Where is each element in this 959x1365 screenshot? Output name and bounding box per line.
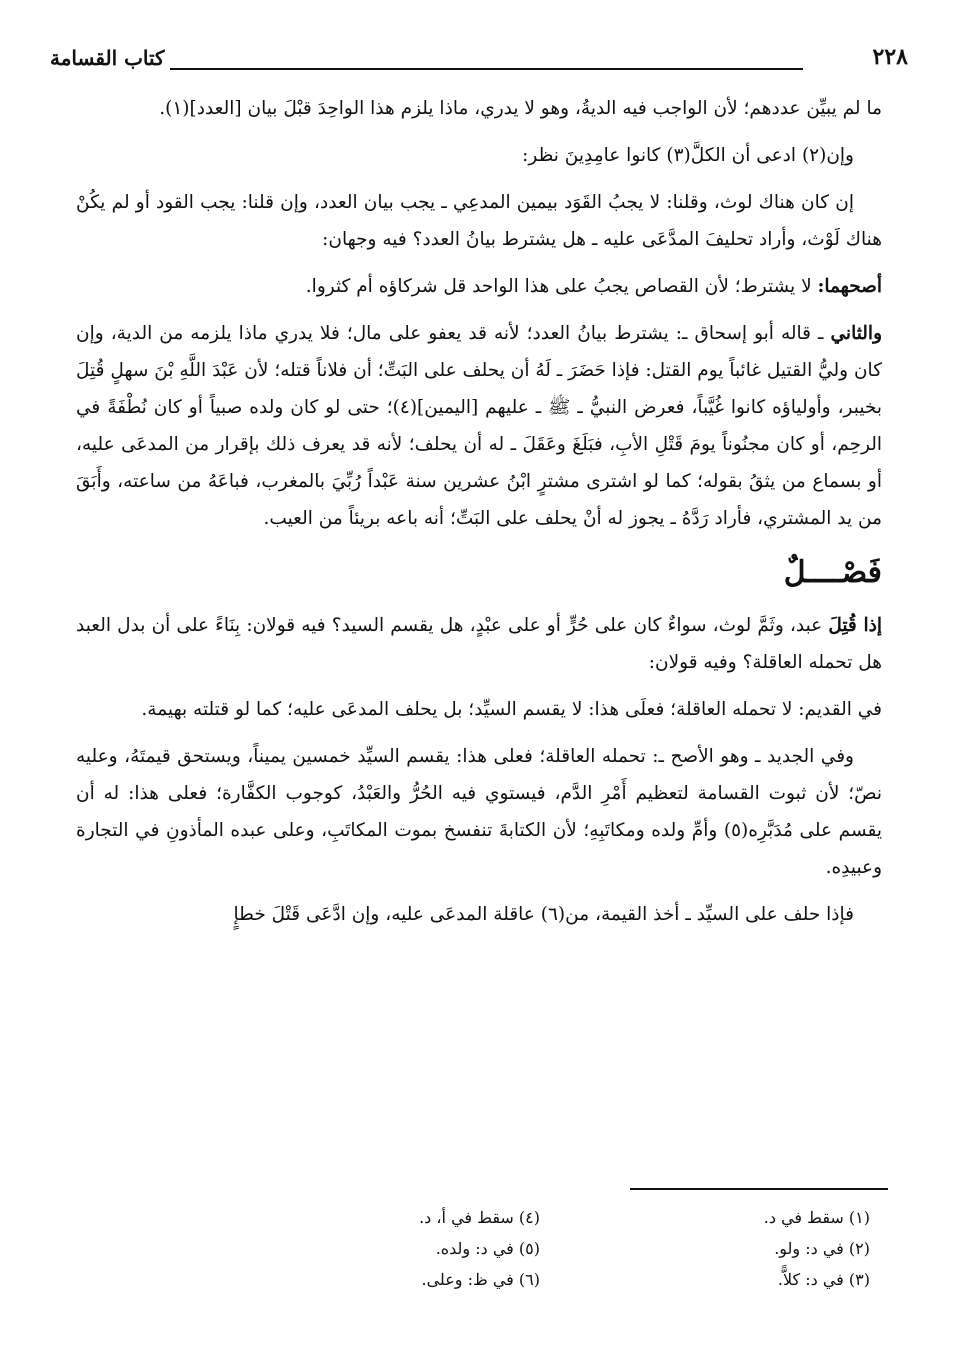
paragraph (76, 738, 882, 886)
footnotes-column-right (610, 1202, 870, 1295)
paragraph-lead: إذا قُتِلَ (828, 615, 882, 636)
paragraph (76, 90, 882, 127)
paragraph-text: عبد، وثَمَّ لوث، سواءٌ كان على حُرٍّ أو على عبْدٍ، هل يقسم السيد؟ فيه قولان: بِنَاءً على أن بدل العبد هل تحمله العاقلة؟ وفيه قولان: (76, 615, 882, 673)
paragraph (76, 184, 882, 258)
page-number: ٢٢٨ (872, 44, 908, 70)
footnotes-column-left (280, 1202, 540, 1295)
footnote: (١) سقط في د. (763, 1208, 870, 1227)
footnote: (٦) في ظ: وعلى. (421, 1270, 540, 1289)
main-text (76, 90, 882, 943)
paragraph-text: فإذا حلف على السيِّد ـ أخذ القيمة، من(٦) عاقلة المدعَى عليه، وإن ادَّعَى قَتْلَ خطإٍ (233, 904, 854, 925)
paragraph (76, 315, 882, 537)
paragraph-text: ـ قاله أبو إسحاق ـ: يشترط بيانُ العدد؛ لأنه قد يعفو على مال؛ فلا يدري ماذا يلزمه من الدية، وإن كان وليُّ القتيل غائباً يوم القتل: فإذا حَضَرَ ـ لَهُ أن يحلف على البَتِّ؛ أن فلاناً قتله؛ لأن عَبْدَ اللَّهِ بْنَ سهلٍ قُتِلَ بخيبر، وأولياؤه كانوا غُيَّباً، فعرض النبيُّ ـ ﷺ ـ عليهم [اليمين](٤)؛ حتى لو كان ولده صبياً أو كان نُطْفَةً في الرحِم، أو كان مجنُوناً يومَ قَتْلِ الأبِ، فبَلَغَ وعَقَلَ ـ له أن يحلف؛ لأنه قد يعرف ذلك بإقرار من المدعَى عليه، أو بسماع من يثقُ بقوله؛ كما لو اشترى مشترٍ ابْنُ عشرين سنة عَبْداً رُبِّيَ بالمغرب، فباعَهُ من ساعته، وأَبَقَ من يد المشتري، فأراد رَدَّهُ ـ يجوز له أنْ يحلف على البَتِّ؛ أنه باعه بريئاً من العيب. (76, 323, 882, 529)
paragraph-text: إن كان هناك لوث، وقلنا: لا يجبُ القَوَد بيمين المدعِي ـ يجب بيان العدد، وإن قلنا: يجب القود أو لم يكُنْ هناك لَوْث، وأراد تحليفَ المدَّعَى عليه ـ هل يشترط بيانُ العدد؟ فيه وجهان: (76, 192, 882, 250)
running-header (50, 38, 908, 78)
paragraph-text: وفي الجديد ـ وهو الأصح ـ: تحمله العاقلة؛ فعلى هذا: يقسم السيِّد خمسين يميناً، ويستحق قيمتَهُ، وعليه نصّ؛ لأن ثبوت القسامة لتعظيم أَمْرِ الدَّم، فيستوي فيه الحُرُّ والعَبْدُ، كوجوب الكفَّارة؛ فعلى هذا: له أن يقسم على مُدَبَّرِه(٥) وأمِّ ولده ومكاتَبِهِ؛ لأن الكتابةَ تنفسخ بموت المكاتَبِ، وعلى عبده المأذونِ في التجارة وعبيدِه. (76, 746, 882, 878)
paragraph-text: في القديم: لا تحمله العاقلة؛ فعلَى هذا: لا يقسم السيِّد؛ بل يحلف المدعَى عليه؛ كما لو قتلته بهيمة. (141, 699, 882, 720)
paragraph (76, 607, 882, 681)
footnote: (٥) في د: ولده. (435, 1239, 540, 1258)
header-rule (170, 68, 803, 70)
paragraph (76, 691, 882, 728)
paragraph-text: لا يشترط؛ لأن القصاص يجبُ على هذا الواحد قل شركاؤه أم كثروا. (305, 276, 818, 297)
paragraph (76, 268, 882, 305)
footnote-rule (630, 1188, 888, 1190)
paragraph-lead: والثاني (830, 323, 882, 344)
section-heading: فَصْــــلٌ (783, 555, 882, 590)
footnote: (٢) في د: ولو. (774, 1239, 870, 1258)
paragraph-text: وإن(٢) ادعى أن الكلَّ(٣) كانوا عامِدِينَ نظر: (522, 145, 854, 166)
chapter-title: كتاب القسامة (50, 46, 165, 70)
paragraph (76, 137, 882, 174)
footnote: (٤) سقط في أ، د. (419, 1208, 540, 1227)
paragraph-text: ما لم يبيِّن عددهم؛ لأن الواجب فيه الديةُ، وهو لا يدري، ماذا يلزم هذا الواحِدَ قبْلَ بيان [العدد](١). (159, 98, 882, 119)
paragraph-lead: أصحهما: (817, 276, 882, 297)
footnote: (٣) في د: كلاًّ. (777, 1270, 870, 1289)
paragraph (76, 896, 882, 933)
